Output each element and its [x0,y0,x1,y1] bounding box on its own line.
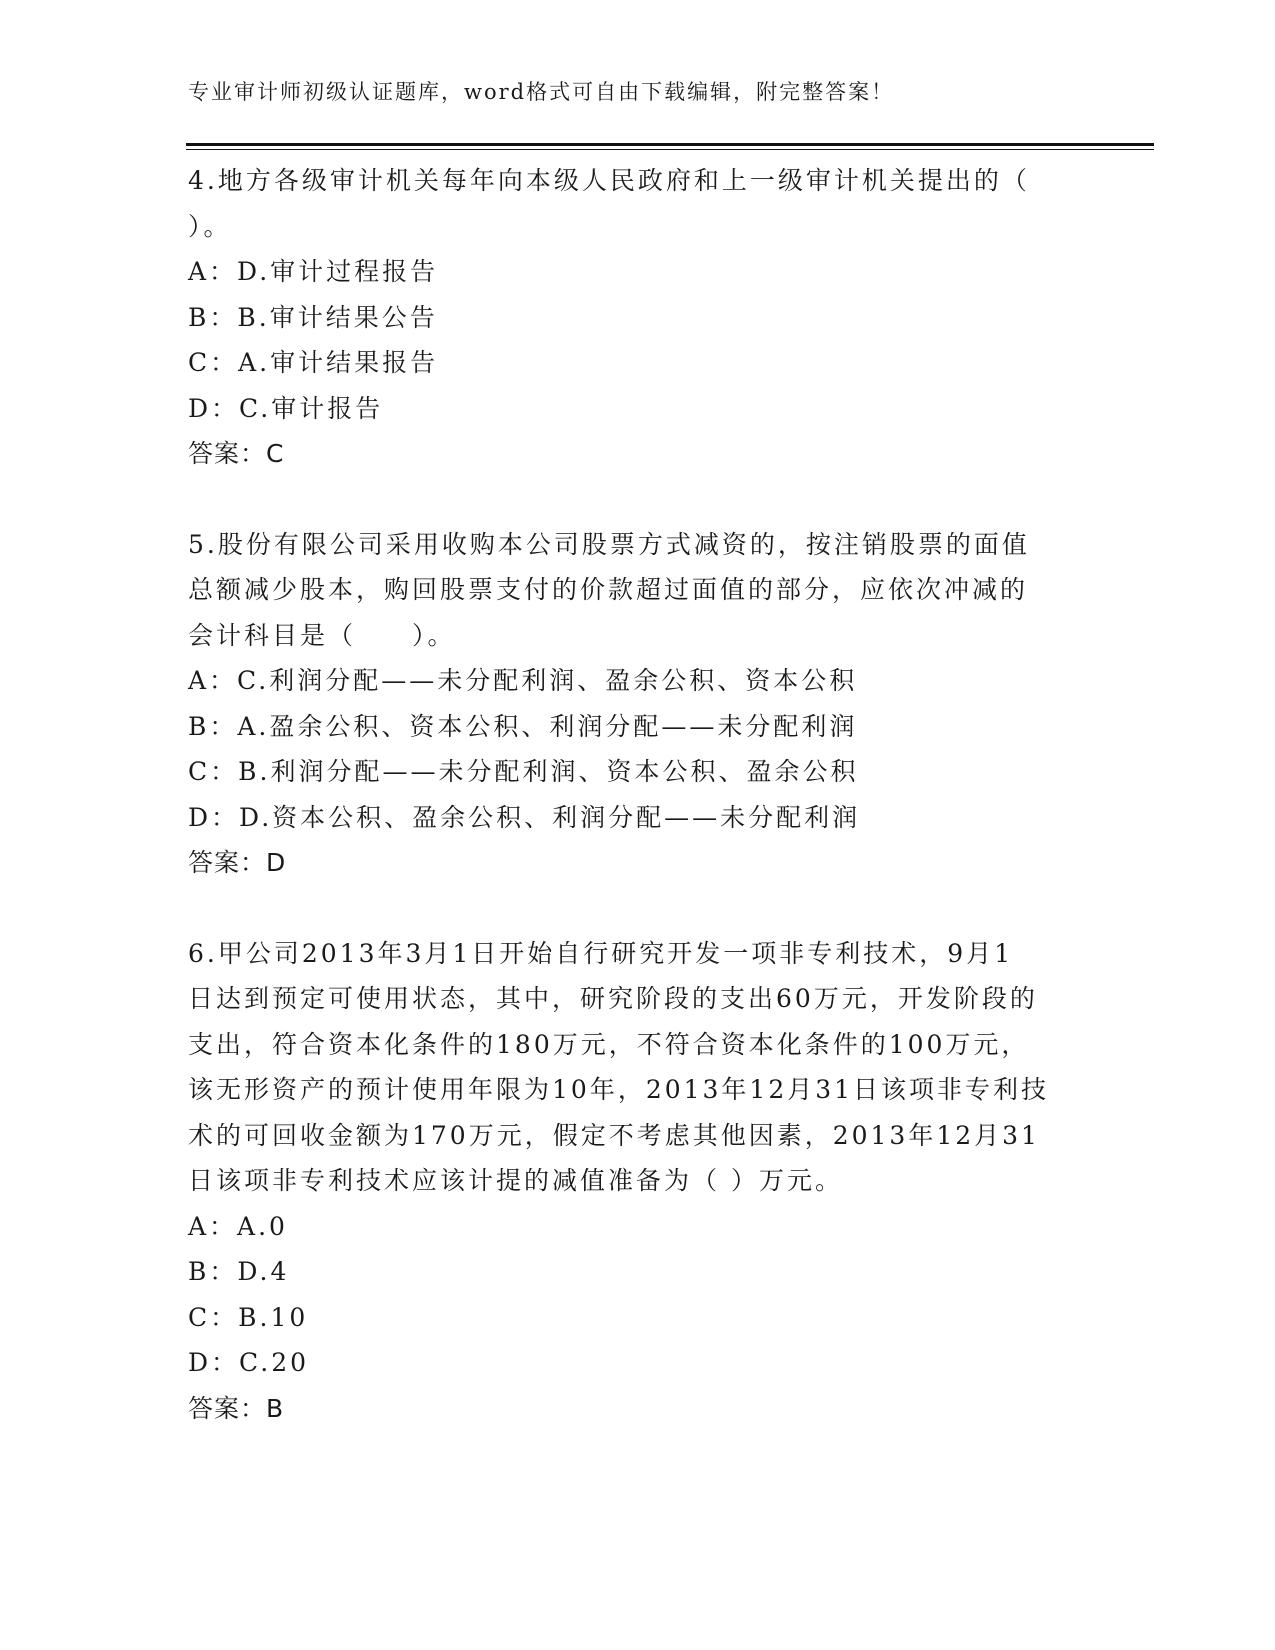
question-4 [188,158,1088,477]
question-stem-line: 5.股份有限公司采用收购本公司股票方式减资的，按注销股票的面值 [188,529,1030,559]
question-5 [188,522,1088,886]
question-6 [188,931,1088,1432]
option-c: C：A.审计结果报告 [188,348,439,377]
question-list [188,158,1088,1476]
question-stem-line: 总额减少股本，购回股票支付的价款超过面值的部分，应依次冲减的 [188,575,1029,604]
question-stem-line: 支出，符合资本化条件的180万元，不符合资本化条件的100万元， [188,1029,1030,1059]
question-stem-line: ）。 [188,211,232,241]
question-stem-line: 该无形资产的预计使用年限为10年，2013年12月31日该项非专利技 [188,1075,1050,1104]
question-stem-line: 4.地方各级审计机关每年向本级人民政府和上一级审计机关提出的（ [188,166,1030,195]
option-b: B：A.盈余公积、资本公积、利润分配——未分配利润 [188,711,858,741]
option-d: D：C.20 [188,1348,310,1377]
option-b: B：D.4 [188,1257,290,1286]
header-rule-thick [186,143,1154,146]
page-header: 专业审计师初级认证题库，word格式可自由下载编辑，附完整答案！ [188,80,895,104]
question-stem-line: 日该项非专利技术应该计提的减值准备为（ ）万元。 [188,1166,843,1195]
option-a: A：A.0 [188,1211,288,1241]
option-c: C：B.10 [188,1302,309,1332]
answer: 答案：B [188,1393,285,1423]
answer: 答案：C [188,439,285,468]
header-rule-thin [186,149,1154,150]
option-d: D：C.审计报告 [188,393,384,423]
option-d: D：D.资本公积、盈余公积、利润分配——未分配利润 [188,802,861,832]
question-stem-line: 会计科目是（ ）。 [188,620,456,650]
option-c: C：B.利润分配——未分配利润、资本公积、盈余公积 [188,757,859,786]
answer: 答案：D [188,848,287,877]
question-stem-line: 术的可回收金额为170万元，假定不考虑其他因素，2013年12月31 [188,1120,1040,1150]
question-stem-line: 日达到预定可使用状态，其中，研究阶段的支出60万元，开发阶段的 [188,984,1038,1013]
option-a: A：C.利润分配——未分配利润、盈余公积、资本公积 [188,666,858,695]
option-b: B：B.审计结果公告 [188,302,438,332]
option-a: A：D.审计过程报告 [188,257,439,286]
question-stem-line: 6.甲公司2013年3月1日开始自行研究开发一项非专利技术，9月1 [188,938,1014,968]
